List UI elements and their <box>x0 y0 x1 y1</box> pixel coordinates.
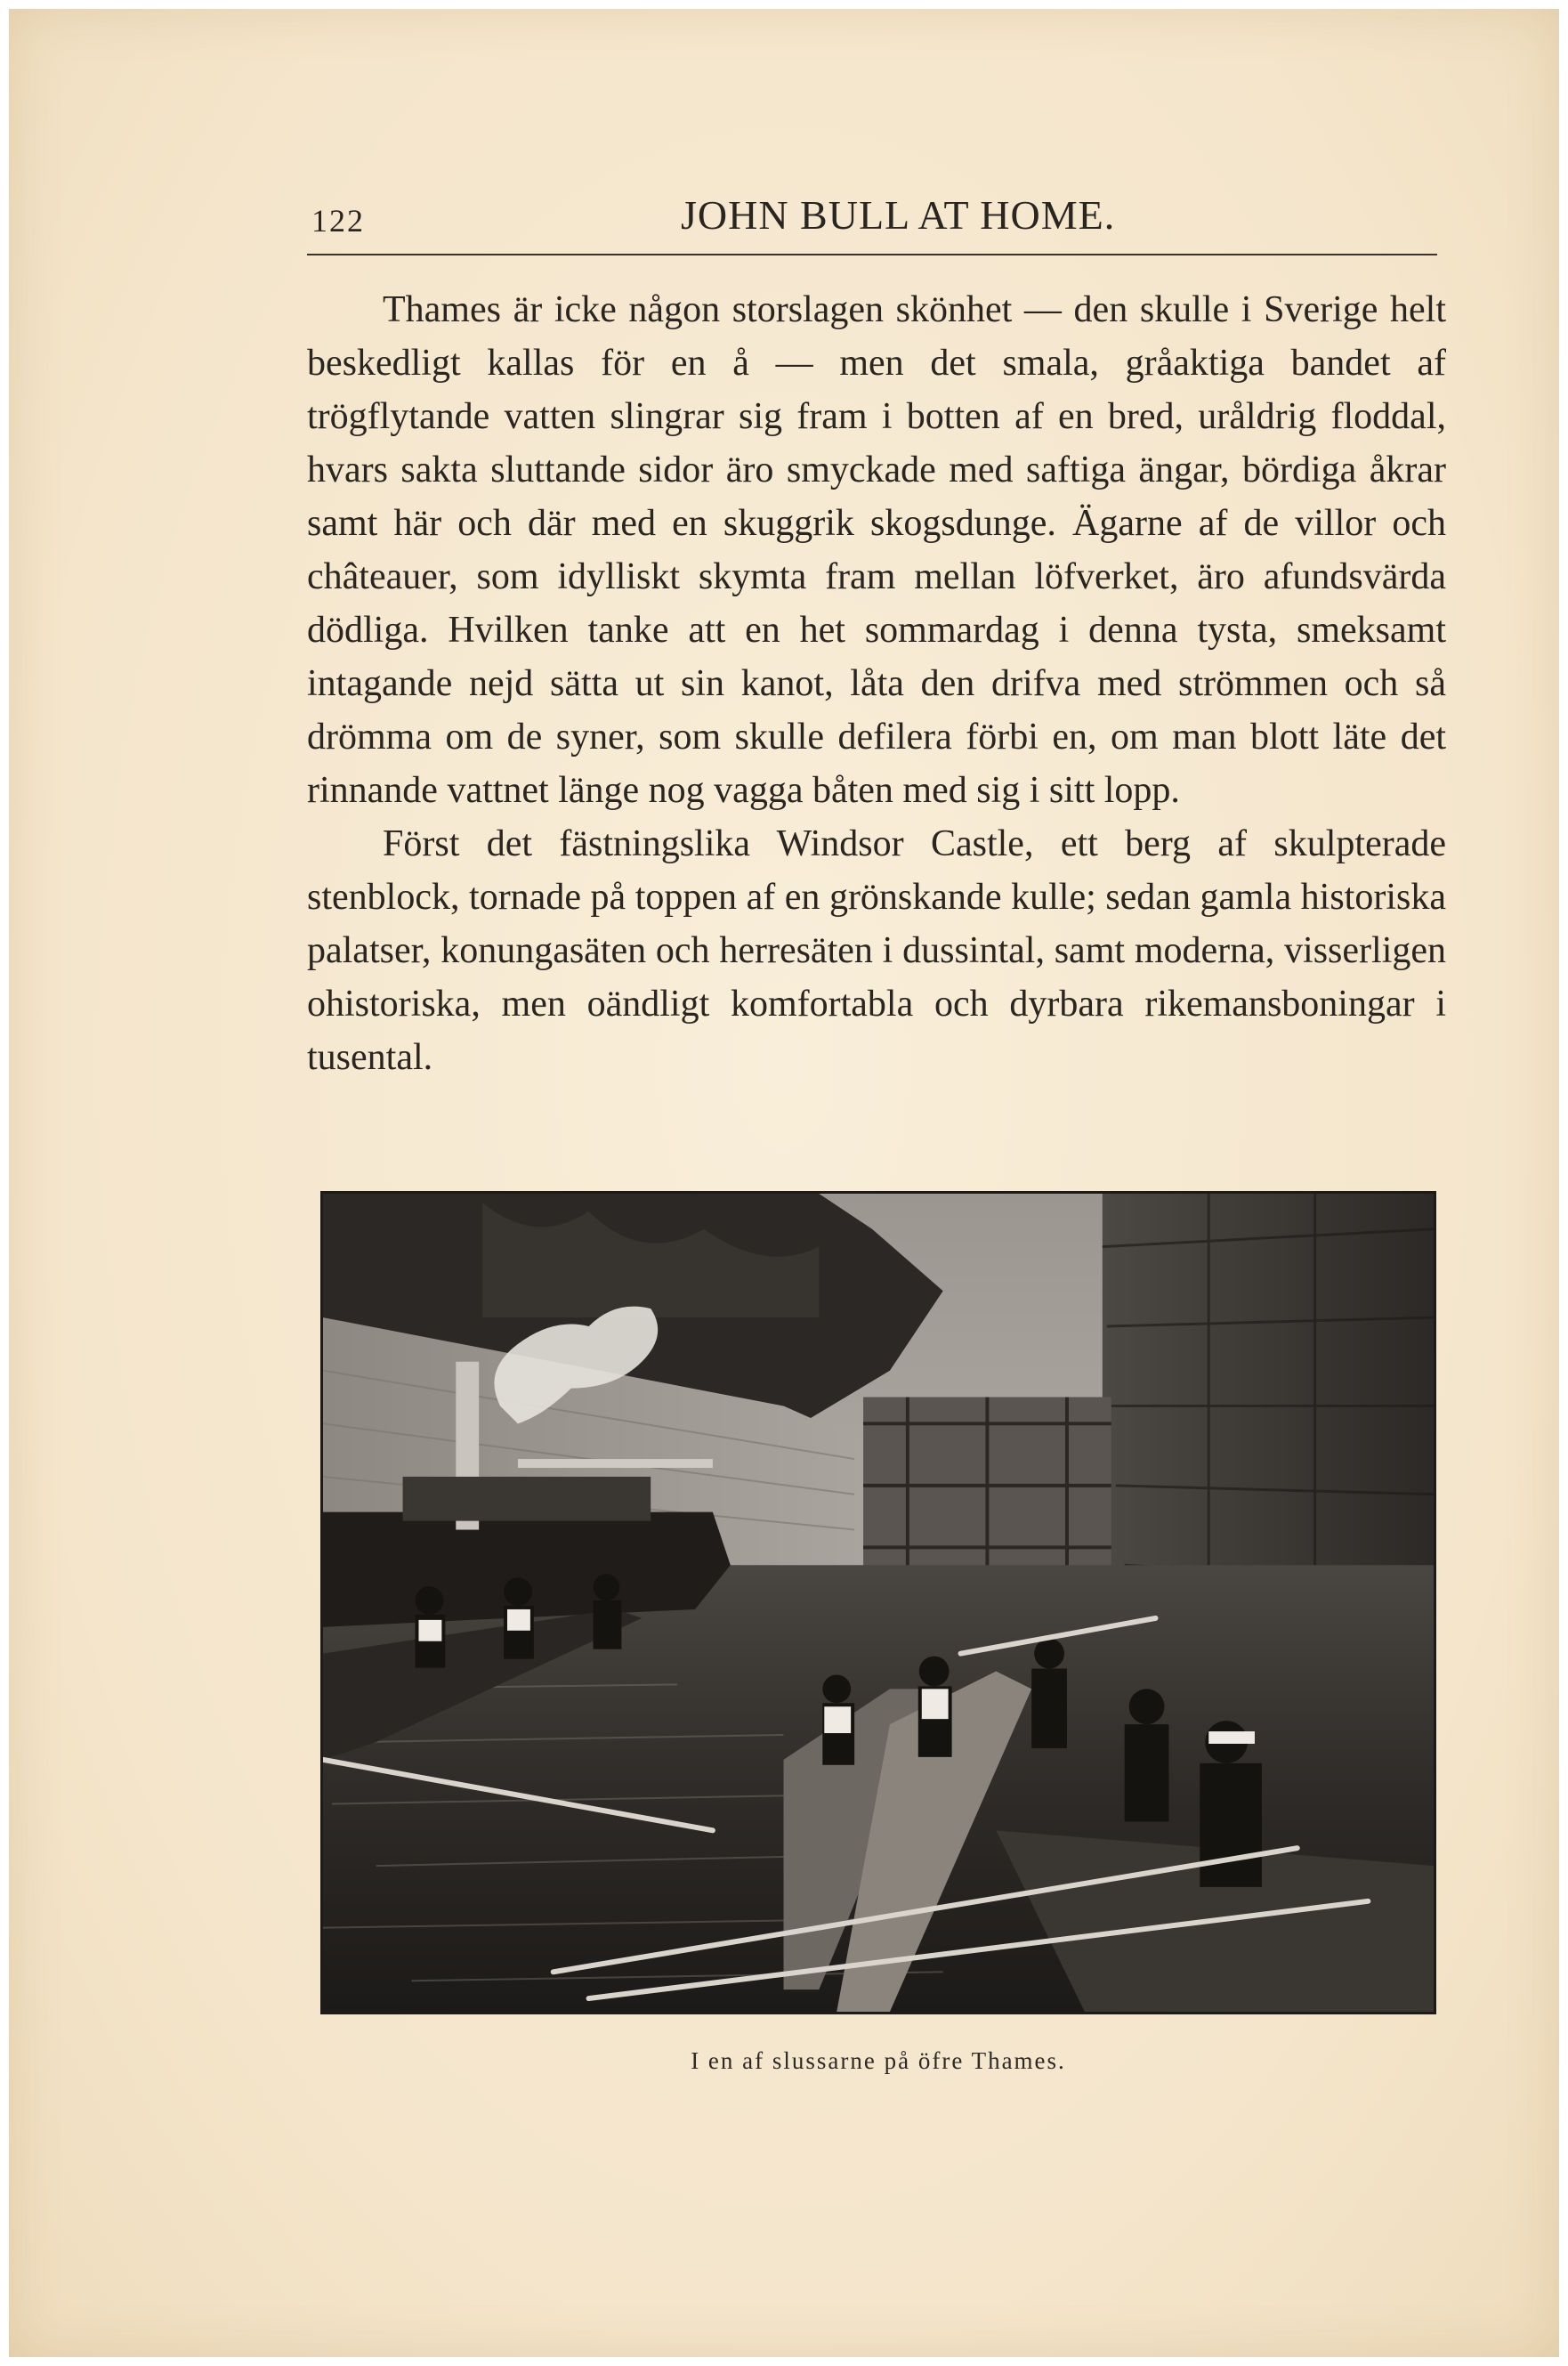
body-text <box>307 283 1446 1084</box>
illustration-lock-scene <box>320 1191 1436 2014</box>
book-page <box>9 9 1559 2357</box>
page-header <box>307 191 1437 255</box>
illustration-caption: I en af slussarne på öfre Thames. <box>691 2047 1066 2074</box>
paragraph-1: Thames är icke någon storslagen skönhet — den skulle i Sverige helt beskedligt kallas för en å — men det smala, gråaktiga bandet af trögflytande vatten slingrar sig fram i botten af en bred, uråldrig floddal, hvars sakta sluttande sidor äro smyckade med saftiga ängar, bördiga åkrar samt här och där med en skuggrik skogsdunge. Ägarne af de villor och châteauer, som idylliskt skymta fram mellan löfverket, äro afundsvärda dödliga. Hvilken tanke att en het sommardag i denna tysta, smeksamt intagande nejd sätta ut sin kanot, låta den drifva med strömmen och så drömma om de syner, som skulle defilera förbi en, om man blott läte det rinnande vattnet länge nog vagga båten med sig i sitt lopp. <box>307 289 1446 811</box>
engraving-image <box>323 1194 1434 2012</box>
page-number: 122 <box>311 203 365 239</box>
running-title: JOHN BULL AT HOME. <box>681 192 1116 238</box>
paragraph-2: Först det fästningslika Windsor Castle, ett berg af skulpterade stenblock, tornade på toppen af en grönskande kulle; sedan gamla historiska palatser, konungasäten och herresäten i dussintal, samt moderna, visserligen ohistoriska, men oändligt komfortabla och dyrbara rikemansboningar i tusental. <box>307 823 1446 1078</box>
